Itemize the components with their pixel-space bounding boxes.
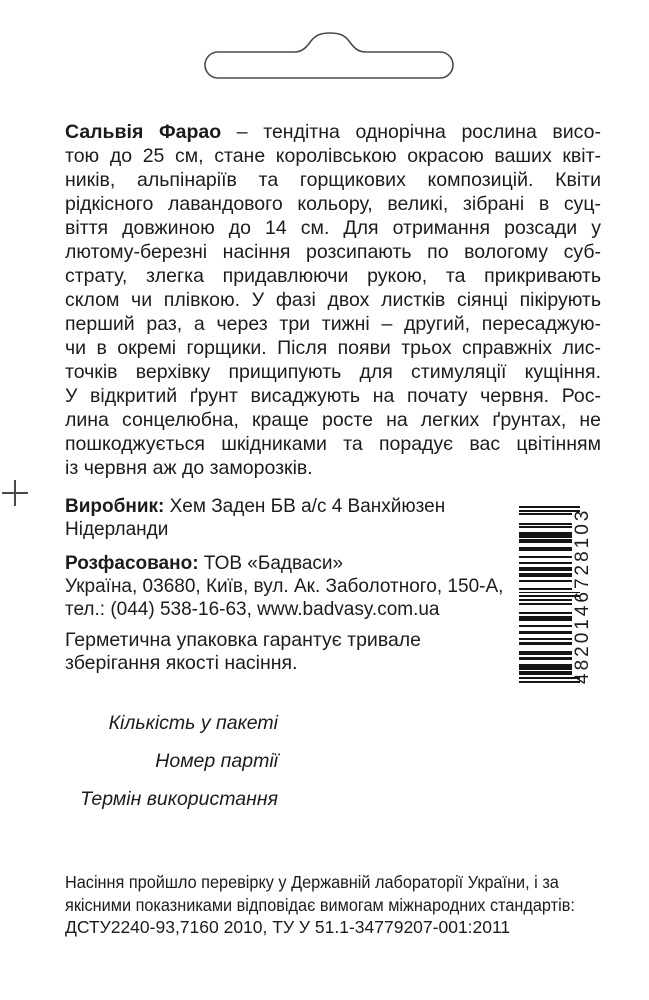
producer-country: Нідерланди	[65, 519, 169, 540]
fill-in-fields	[60, 713, 278, 827]
description-line: У відкритий ґрунт висаджують на почату червня. Рос-	[65, 385, 601, 407]
description-line: склом чи плівкою. У фазі двох листків сіянці пікірують	[65, 289, 601, 311]
description-line: рідкісного лавандового кольору, великі, зібрані в суц-	[65, 193, 601, 215]
description-line: із червня аж до заморозків.	[65, 457, 313, 479]
description-lines	[65, 144, 601, 480]
certification-standards: ДСТУ2240-93,7160 2010, ТУ У 51.1-34779207-001:2011	[65, 917, 511, 937]
hermetic-line: зберігання якості насіння.	[65, 651, 298, 674]
hermetic-line: Герметична упаковка гарантує тривале	[65, 629, 422, 651]
description-line: страту, злегка придавлюючи рукою, та прикривають	[65, 265, 601, 287]
description-line: лютому-березні насіння розсипають по вологому суб-	[65, 241, 601, 263]
barcode-bar	[519, 681, 580, 683]
packer-phone-web: тел.: (044) 538-16-63, www.badvasy.com.ua	[65, 599, 440, 620]
variety-name: Сальвія Фарао	[65, 121, 222, 143]
field-expiry-label: Термін використання	[80, 788, 278, 810]
packer-line	[65, 552, 545, 575]
producer-line	[65, 495, 525, 518]
plant-description	[65, 120, 601, 480]
description-line: чи в окремі горщики. Після появи трьох справжніх лис-	[65, 337, 601, 359]
barcode-number: 4820146728103	[572, 507, 593, 684]
hermetic-note	[65, 629, 525, 674]
producer-block	[65, 495, 525, 541]
registration-mark-icon	[14, 480, 16, 506]
field-quantity-label: Кількість у пакеті	[108, 712, 278, 734]
description-line: тою до 25 см, стане королівською окрасою ваших квіт-	[65, 145, 601, 167]
certification-line: якісними показниками відповідає вимогам міжнародних стандартів:	[65, 894, 575, 915]
description-line: віття довжиною до 14 см. Для отримання розсади у	[65, 217, 601, 239]
producer-label: Виробник:	[65, 496, 165, 517]
description-line: точків верхівку прищипують для стимуляції кущіння.	[65, 361, 601, 383]
description-text: – тендітна однорічна рослина висо-	[221, 121, 601, 143]
certification-note	[65, 871, 625, 939]
description-line: ників, альпінаріїв та горщикових композицій. Квіти	[65, 169, 601, 191]
barcode	[519, 506, 580, 683]
packer-address: Україна, 03680, Київ, вул. Ак. Заболотного, 150-А,	[65, 576, 504, 597]
certification-line: Насіння пройшло перевірку у Державній лабораторії України, і за	[65, 872, 559, 892]
field-batch-label: Номер партії	[155, 750, 278, 772]
description-line: лина сонцелюбна, краще росте на легких ґрунтах, не	[65, 409, 601, 431]
description-line: перший раз, а через три тижні – другий, пересаджую-	[65, 313, 601, 335]
hang-slot-cutout	[200, 28, 460, 84]
packer-name: ТОВ «Бадваси»	[198, 553, 344, 574]
description-line	[65, 120, 601, 144]
description-line: пошкоджується шкідниками та порадує вас цвітінням	[65, 433, 601, 455]
producer-value: Хем Заден БВ а/с 4 Ванхйюзен	[164, 496, 446, 517]
packer-block	[65, 552, 545, 621]
packer-label: Розфасовано:	[65, 553, 199, 574]
